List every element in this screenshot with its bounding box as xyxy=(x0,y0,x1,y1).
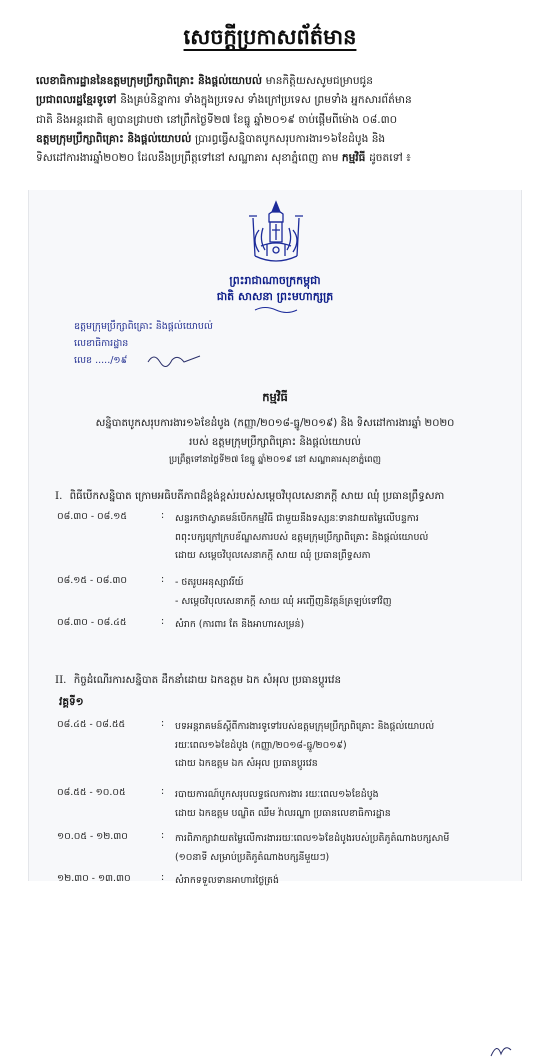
intro-text: ជាតិ និងអន្តរជាតិ ឲ្យបានជ្រាបថា នៅព្រឹកថ្ងៃទី២៧ ខែធ្នូ ឆ្នាំ២០១៩ ចាប់ផ្តើមពីម៉ោង ០៨.៣០ xyxy=(36,113,398,126)
intro-bold-text: ប្រជាពលរដ្ឋខ្មែរទូទៅ xyxy=(36,94,121,107)
intro-text: មានកិត្តិយសសូមជម្រាបជូន xyxy=(265,75,373,87)
section-heading xyxy=(55,490,444,505)
agenda-description xyxy=(175,574,505,611)
royal-emblem-icon xyxy=(241,200,311,268)
agenda-title: កម្មវិធី xyxy=(262,390,288,404)
handwritten-mark-icon xyxy=(144,350,204,368)
agenda-description xyxy=(175,616,505,635)
agenda-document xyxy=(28,190,522,886)
reference-number: លេខ ...../១៩ xyxy=(74,355,128,366)
agenda-description xyxy=(175,872,505,891)
ornament-icon xyxy=(253,306,299,314)
session-label: វគ្គទី១ xyxy=(59,696,84,708)
national-motto: ជាតិ សាសនា ព្រះមហាក្សត្រ xyxy=(216,290,334,303)
agenda-separator: : xyxy=(161,872,165,883)
agenda-description-line: បទអន្តរាគមន៍ស្តីពីការងារទូទៅរបស់ឧត្តមក្រុមប្រឹក្សាពិគ្រោះ និងផ្តល់យោបល់ xyxy=(175,721,435,732)
agenda-time: ០៨.១៥ - ០៨.៣០ xyxy=(57,575,128,586)
intro-line xyxy=(36,130,512,149)
agenda-description xyxy=(175,786,505,823)
agenda-description-line: សន្ទរកថាស្វាគមន៍បើកកម្មវិធី ជាមួយនឹងទស្សនៈទានវាយតម្លៃលើបន្ទការ xyxy=(175,513,419,524)
agenda-time: ០៨.៥៥ - ១០.០៥ xyxy=(57,787,126,798)
agenda-time: ០៨.៣០ - ០៨.៤៥ xyxy=(57,617,127,628)
agenda-time: ០៨.៣០ - ០៨.១៥ xyxy=(57,511,128,522)
agenda-description-line: (១០នាទី សម្រាប់ប្រតិភូតំណាងបក្សនីមួយៗ) xyxy=(175,851,330,863)
notice-title: សេចក្តីប្រកាសព័ត៌មាន xyxy=(183,24,357,49)
agenda-description-line: ដោយ ឯកឧត្តម ឯក សំអុល ប្រធានប្តូរវេន xyxy=(175,758,318,769)
notice-header xyxy=(0,0,540,183)
intro-text: និងគ្រប់និន្នាការ ទាំងក្នុងប្រទេស ទាំងក្រៅប្រទេស ព្រមទាំង អ្នកសារព័ត៌មាន xyxy=(120,94,412,107)
agenda-separator: : xyxy=(161,510,165,521)
intro-bold-text: កម្មវិធី xyxy=(341,152,370,165)
agenda-description-line: - ថតរូបអនុស្សាវរីយ៍ xyxy=(175,577,244,588)
section-label: ពិធីបើកសន្និបាត ក្រោមអធិបតីភាពដ៏ខ្ពង់ខ្ពស់របស់សម្តេចវិបុលសេនាភក្តី សាយ ឈុំ ប្រធានព្រឹទ្ធសភា xyxy=(69,490,445,502)
agenda-separator: : xyxy=(161,830,165,841)
intro-line xyxy=(36,149,512,168)
agenda-subtitle: សន្និបាតបូកសរុបការងារ១៦ខែដំបូង (កញ្ញា/២០១៨-ធ្នូ/២០១៩) និង ទិសដៅការងារឆ្នាំ ២០២០ xyxy=(95,418,455,429)
section-number: II. xyxy=(55,674,67,686)
section-label: កិច្ចដំណើរការសន្និបាត ដឹកនាំដោយ ឯកឧត្តម ឯក សំអុល ប្រធានប្តូរវេន xyxy=(73,674,342,686)
agenda-time: ១០.០៥ - ១២.៣០ xyxy=(57,831,128,842)
agenda-time: ០៨.៤៥ - ០៨.៥៥ xyxy=(57,719,126,730)
agenda-description xyxy=(175,510,505,566)
agenda-time: ១២.៣០ - ១៣.៣០ xyxy=(57,873,131,884)
intro-text: ទិសដៅការងារឆ្នាំ២០២០ ដែលនឹងប្រព្រឹត្តទៅនៅ សណ្ឋាគារ សុខាភ្នំពេញ តាម xyxy=(36,152,342,165)
intro-bold-text: ឧត្តមក្រុមប្រឹក្សាពិគ្រោះ និងផ្តល់យោបល់ xyxy=(36,132,195,145)
intro-line xyxy=(36,91,512,110)
intro-text: ប្រារព្ធធ្វើសន្និបាតបូកសរុបការងារ១៦ខែដំបូង និង xyxy=(195,132,386,145)
section-number: I. xyxy=(55,490,63,502)
agenda-description-line: ពពុះបក្សក្រៅក្របខ័ណ្ឌសភារបស់ ឧត្តមក្រុមប្រឹក្សាពិគ្រោះ និងផ្តល់យោបល់ xyxy=(175,531,429,543)
agenda-separator: : xyxy=(161,718,165,729)
agenda-description-line: របាយការណ៍បូកសរុបលទ្ធផលការងារ រយៈពេល១៦ខែដំបូង xyxy=(175,789,379,800)
agenda-venue: ប្រព្រឹត្តទៅនាថ្ងៃទី២៧ ខែធ្នូ ឆ្នាំ២០១៩ នៅ សណ្ឋាគារសុខាភ្នំពេញ xyxy=(169,455,381,465)
intro-bold-text: លេខាធិការដ្ឋាននៃឧត្តមក្រុមប្រឹក្សាពិគ្រោះ និងផ្តល់យោបល់ xyxy=(36,75,266,87)
agenda-description-line: ដោយ ឯកឧត្តម បណ្ឌិត ឈឹម វ៉ាលរណ្ឌា ប្រធានលេខាធិការដ្ឋាន xyxy=(175,807,391,819)
notice-intro xyxy=(36,72,512,168)
agenda-description xyxy=(175,830,505,867)
handwritten-mark-icon xyxy=(487,1040,515,1060)
agenda-description-line: - សម្តេចវិបុលសេនាភក្តី សាយ ឈុំ អញ្ជើញនិវត្តន៍ត្រឡប់ទៅវិញ xyxy=(175,595,392,607)
agenda-separator: : xyxy=(161,574,165,585)
agenda-separator: : xyxy=(161,616,165,627)
agenda-description-line: សំរាកទទួលទានអាហារថ្ងៃត្រង់ xyxy=(175,875,279,886)
kingdom-name: ព្រះរាជាណាចក្រកម្ពុជា xyxy=(229,274,321,287)
agenda-separator: : xyxy=(161,786,165,797)
intro-line xyxy=(36,72,512,91)
agenda-description-line: ដោយ សម្តេចវិបុលសេនាភក្តី សាយ ឈុំ ប្រធានព្រឹទ្ធសភា xyxy=(175,550,371,561)
agenda-description-line: រយៈពេល១៦ខែដំបូង (កញ្ញា/២០១៨-ធ្នូ/២០១៩) xyxy=(175,739,347,751)
intro-line xyxy=(36,111,512,130)
agenda-description-line: ការពិភាក្សាវាយតម្លៃលើការងាររយៈពេល១៦ខែដំបូងរបស់ប្រតិភូតំណាងបក្សសាមី xyxy=(175,833,450,844)
intro-text: ដូចតទៅ ៖ xyxy=(369,152,411,165)
agenda-description-line: សំរាក (ការពារ តែ និងអាហារសម្រន់) xyxy=(175,619,305,630)
secretariat-name: លេខាធិការដ្ឋាន xyxy=(74,338,129,349)
org-name: ឧត្តមក្រុមប្រឹក្សាពិគ្រោះ និងផ្តល់យោបល់ xyxy=(74,321,213,332)
agenda-subtitle: របស់ ឧត្តមក្រុមប្រឹក្សាពិគ្រោះ និងផ្តល់យោបល់ xyxy=(189,437,361,448)
agenda-description xyxy=(175,718,505,774)
section-heading xyxy=(55,674,341,689)
